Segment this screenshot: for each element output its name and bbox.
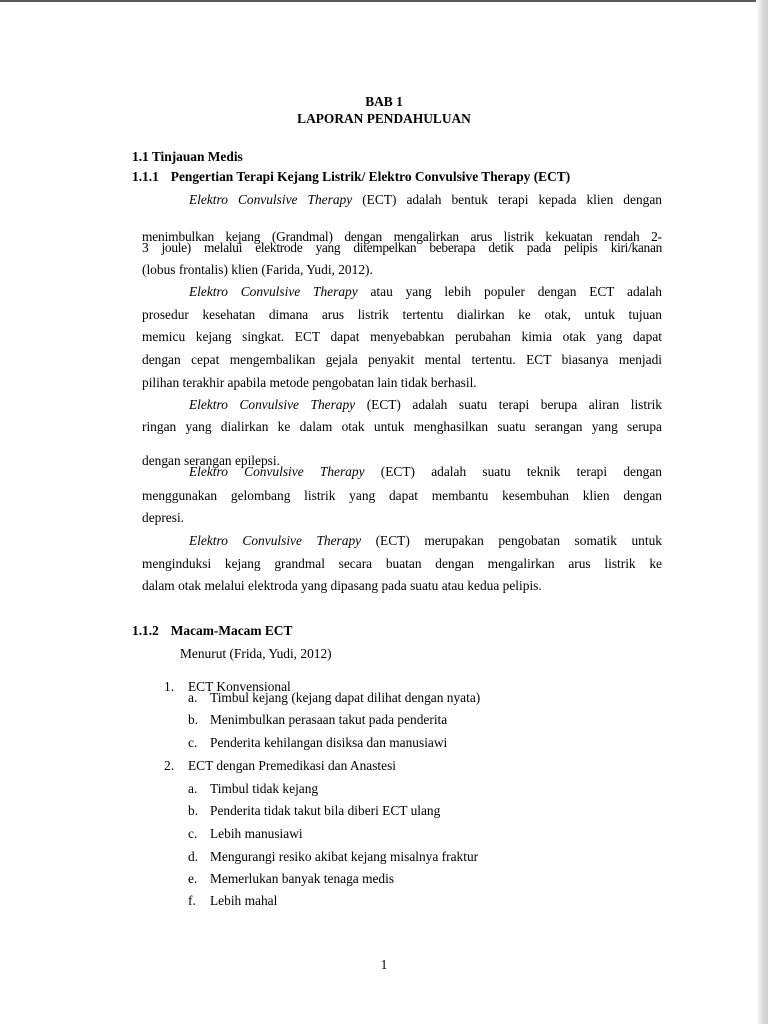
paragraph-line: menginduksi kejang grandmal secara buatan dengan mengalirkan arus listrik ke — [142, 556, 662, 571]
subsection-title: Macam-Macam ECT — [170, 623, 293, 638]
paragraph-line: (lobus frontalis) klien (Farida, Yudi, 2012). — [142, 262, 373, 277]
sublist-marker: f. — [188, 893, 196, 908]
term: Elektro Convulsive Therapy — [189, 192, 353, 207]
paragraph-line: dengan serangan epilepsi. — [142, 453, 280, 468]
subsection-number: 1.1.2 — [132, 623, 159, 638]
sublist-marker: c. — [188, 826, 198, 841]
page-number: 1 — [380, 957, 388, 972]
paragraph-line: memicu kejang singkat. ECT dapat menyebabkan perubahan kimia otak yang dapat — [142, 329, 662, 344]
paragraph-line: 3 joule) melalui elektrode yang ditempelkan beberapa detik pada pelipis kiri/kanan — [142, 240, 662, 255]
sublist-marker: a. — [188, 690, 198, 705]
sublist-marker: e. — [188, 871, 198, 886]
sublist-item: Menimbulkan perasaan takut pada penderita — [210, 712, 448, 727]
term: Elektro Convulsive Therapy — [189, 464, 365, 479]
subsection-number: 1.1.1 — [132, 169, 159, 184]
page-shadow — [756, 0, 768, 1024]
section-heading: 1.1 Tinjauan Medis — [132, 149, 243, 164]
paragraph-line: menggunakan gelombang listrik yang dapat membantu kesembuhan klien dengan — [142, 488, 662, 503]
sublist-item: Timbul kejang (kejang dapat dilihat dengan nyata) — [210, 690, 481, 705]
paragraph-line: Elektro Convulsive Therapy (ECT) adalah suatu terapi berupa aliran listrik — [189, 397, 662, 412]
sublist-item: Lebih mahal — [210, 893, 278, 908]
list-item: ECT dengan Premedikasi dan Anastesi — [188, 758, 397, 773]
sublist-item: Lebih manusiawi — [210, 826, 303, 841]
paragraph-line: pilihan terakhir apabila metode pengobatan lain tidak berhasil. — [142, 375, 477, 390]
term: Elektro Convulsive Therapy — [189, 533, 362, 548]
list-item: ECT Konvensional — [188, 679, 291, 694]
source-citation: Menurut (Frida, Yudi, 2012) — [180, 646, 332, 661]
paragraph-line: Elektro Convulsive Therapy (ECT) adalah suatu teknik terapi dengan — [189, 464, 662, 479]
paragraph-line: menimbulkan kejang (Grandmal) dengan mengalirkan arus listrik kekuatan rendah 2- — [142, 229, 662, 244]
term: Elektro Convulsive Therapy — [189, 397, 356, 412]
subsection-heading — [132, 170, 570, 183]
chapter-number: BAB 1 — [365, 94, 403, 109]
list-number: 1. — [164, 679, 175, 694]
term: Elektro Convulsive Therapy — [189, 284, 358, 299]
paragraph-line: dalam otak melalui elektroda yang dipasang pada suatu atau kedua pelipis. — [142, 578, 542, 593]
paragraph-line: prosedur kesehatan dimana arus listrik tertentu dialirkan ke otak, untuk tujuan — [142, 307, 662, 322]
paragraph-line: ringan yang dialirkan ke dalam otak untuk menghasilkan suatu serangan yang serupa — [142, 419, 662, 434]
paragraph-line: dengan cepat mengembalikan gejala penyakit mental tertentu. ECT biasanya menjadi — [142, 352, 662, 367]
sublist-marker: b. — [188, 803, 199, 818]
sublist-item: Memerlukan banyak tenaga medis — [210, 871, 395, 886]
subsection-heading — [132, 624, 292, 637]
subsection-title: Pengertian Terapi Kejang Listrik/ Elektro Convulsive Therapy (ECT) — [170, 169, 571, 184]
sublist-marker: c. — [188, 735, 198, 750]
paragraph-line: Elektro Convulsive Therapy (ECT) merupakan pengobatan somatik untuk — [189, 533, 662, 548]
sublist-item: Penderita tidak takut bila diberi ECT ulang — [210, 803, 441, 818]
sublist-marker: a. — [188, 781, 198, 796]
sublist-item: Penderita kehilangan disiksa dan manusiawi — [210, 735, 448, 750]
paragraph-line: depresi. — [142, 510, 185, 525]
sublist-marker: b. — [188, 712, 199, 727]
list-number: 2. — [164, 758, 175, 773]
sublist-item: Mengurangi resiko akibat kejang misalnya fraktur — [210, 849, 479, 864]
paragraph-line: Elektro Convulsive Therapy (ECT) adalah bentuk terapi kepada klien dengan — [189, 192, 662, 207]
chapter-title: LAPORAN PENDAHULUAN — [297, 111, 471, 126]
sublist-marker: d. — [188, 849, 199, 864]
page-top-edge — [0, 0, 768, 2]
paragraph-line: Elektro Convulsive Therapy atau yang lebih populer dengan ECT adalah — [189, 284, 662, 299]
sublist-item: Timbul tidak kejang — [210, 781, 319, 796]
